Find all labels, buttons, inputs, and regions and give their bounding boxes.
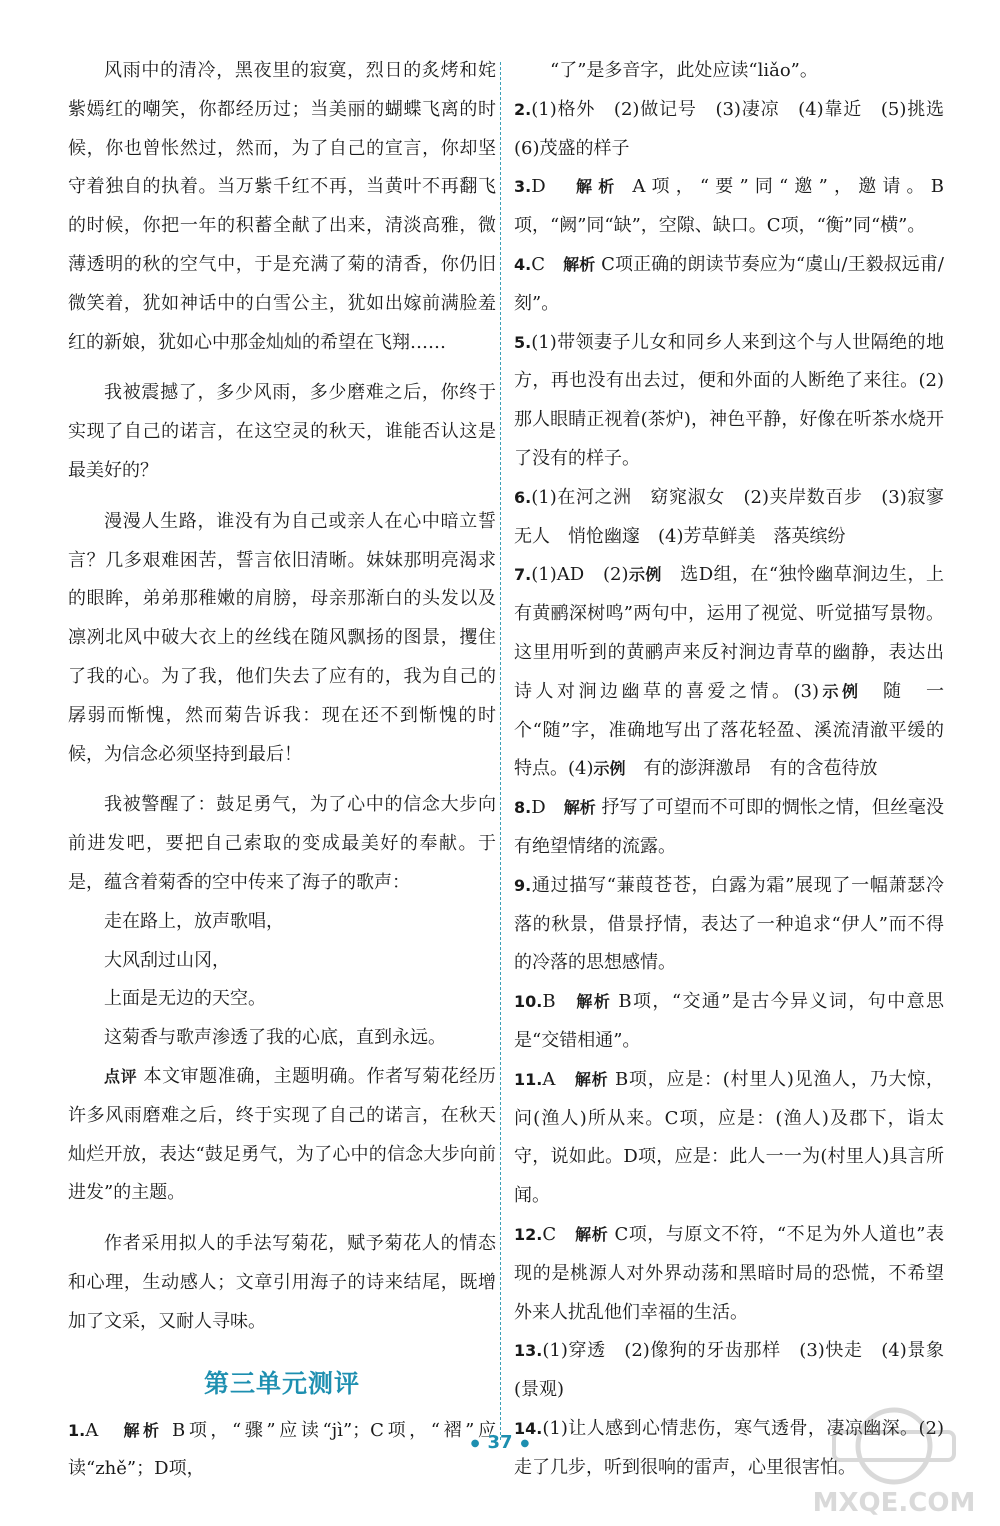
- essay-paragraph-4: 我被警醒了：鼓足勇气，为了心中的信念大步向前进发吧，要把自己索取的变成最美好的奉献。于是，蕴含着菊香的空中传来了海子的歌声：: [68, 794, 496, 893]
- answer-choice: D: [531, 797, 546, 819]
- watermark-logo: [794, 1406, 994, 1518]
- answer-12: [514, 1216, 944, 1332]
- answer-text: (1)带领妻子儿女和同乡人来到这个与人世隔绝的地方，再也没有出去过，便和外面的人断绝了来往。(2)那人眼睛正视着(茶炉)，神色平静，好像在听茶水烧开了没有的样子。: [514, 331, 944, 469]
- bullet-dot-icon: ●: [470, 1437, 480, 1449]
- answer-8: [514, 789, 944, 867]
- answer-text: (1)格外 (2)做记号 (3)凄凉 (4)靠近 (5)挑选 (6)茂盛的样子: [514, 98, 962, 159]
- answer-choice: B: [542, 991, 556, 1013]
- answer-number: 1.: [68, 1420, 86, 1440]
- analysis-label: 解析: [563, 798, 596, 818]
- answer-text: B项，“骤”应读“jì”；C项，“褶”应读“zhě”；D项，: [68, 1419, 496, 1480]
- answer-text: A项，“要”同“邀”，邀请。B项，“阙”同“缺”，空隙、缺口。C项，“衡”同“横”。: [514, 176, 944, 237]
- answer-number: 2.: [514, 99, 532, 119]
- answer-text: B项，“交通”是古今异义词，句中意思是“交错相通”。: [514, 991, 944, 1051]
- analysis-label: 解析: [574, 1069, 609, 1089]
- analysis-label: 解析: [576, 177, 621, 197]
- answer-number: 11.: [514, 1069, 543, 1089]
- answer-text: 抒写了可望而不可即的惆怅之情，但丝毫没有绝望情绪的流露。: [514, 797, 944, 857]
- answer-text: 通过描写“蒹葭苍苍，白露为霜”展现了一幅萧瑟冷落的秋景，借景抒情，表达了一种追求“伊人”而不得的冷落的思想感情。: [514, 874, 944, 974]
- poem-line-1: 走在路上，放声歌唱，: [104, 910, 284, 932]
- answer-6: [514, 479, 944, 557]
- comment-text: 本文审题准确，主题明确。作者写菊花经历许多风雨磨难之后，终于实现了自己的诺言，在秋天灿烂开放，表达“鼓足勇气，为了心中的信念大步向前进发”的主题。: [68, 1065, 496, 1204]
- answer-text: C项正确的朗读节奏应为“虞山/王毅叔远甫/刻”。: [514, 253, 944, 314]
- analysis-label: 解析: [563, 254, 596, 274]
- answer-text: (1)让人感到心情悲伤，寒气透骨，凄凉幽深。(2)走了几步，听到很响的雷声，心里很害怕。: [514, 1417, 944, 1478]
- example-label: 示例: [593, 759, 626, 779]
- watermark-text: MXQE.COM: [812, 1488, 976, 1518]
- bullet-dot-icon: ●: [520, 1437, 530, 1449]
- example-label: 示例: [819, 681, 862, 701]
- example-label: 示例: [628, 565, 662, 585]
- right-column: [514, 52, 962, 1487]
- poem-line-3: 上面是无边的天空。: [104, 988, 266, 1010]
- answer-choice: A: [85, 1419, 99, 1441]
- answer-number: 13.: [514, 1341, 543, 1361]
- answer-number: 6.: [514, 487, 532, 507]
- essay-paragraph-1: 风雨中的清冷，黑夜里的寂寞，烈日的炙烤和姹紫嫣红的嘲笑，你都经历过；当美丽的蝴蝶飞离的时候，你也曾怅然过，然而，为了自己的宣言，你却坚守着独自的执着。当万紫千红不再，当黄叶不再翻飞的时候，你把一年的积蓄全献了出来，清淡高雅，微薄透明的秋的空气中，于是充满了菊的清香，你仍旧微笑着，犹如神话中的白雪公主，犹如出嫁前满脸羞红的新娘，犹如心中那金灿灿的希望在飞翔……: [68, 60, 496, 353]
- essay-paragraph-5: 这菊香与歌声渗透了我的心底，直到永远。: [104, 1027, 446, 1049]
- answer-text: 有的澎湃激昂 有的含苞待放: [643, 758, 878, 780]
- essay-paragraph-6: 作者采用拟人的手法写菊花，赋予菊花人的情态和心理，生动感人；文章引用海子的诗来结尾，既增加了文采，又耐人寻味。: [68, 1233, 496, 1332]
- comment-label: 点评: [104, 1066, 138, 1086]
- essay-paragraph-3: 漫漫人生路，谁没有为自己或亲人在心中暗立誓言？几多艰难困苦，誓言依旧清晰。妹妹那明亮渴求的眼眸，弟弟那稚嫩的肩膀，母亲那渐白的头发以及凛冽北风中破大衣上的丝线在随风飘扬的图景，攫住了我的心。为了我，他们失去了应有的，我为自己的孱弱而惭愧，然而菊告诉我：现在还不到惭愧的时候，为信念必须坚持到最后！: [68, 510, 496, 765]
- answer-choice: D: [531, 176, 546, 198]
- answer-number: 3.: [514, 177, 532, 197]
- answer-number: 7.: [514, 565, 532, 585]
- answer-number: 10.: [514, 992, 543, 1012]
- answer-5: [514, 324, 944, 479]
- poem-line-2: 大风刮过山冈，: [104, 949, 230, 971]
- column-divider: [500, 62, 501, 1440]
- essay-paragraph-2: 我被震撼了，多少风雨，多少磨难之后，你终于实现了自己的诺言，在这空灵的秋天，谁能否认这是最美好的？: [68, 382, 496, 481]
- analysis-label: 解析: [576, 992, 612, 1012]
- answer-number: 14.: [514, 1418, 543, 1438]
- answer-text: B项，应是：(村里人)见渔人，乃大惊，问(渔人)所从来。C项，应是：(渔人)及郡下，诣太守，说如此。D项，应是：此人一一为(村里人)具言所闻。: [514, 1068, 945, 1207]
- answer-11: [514, 1061, 944, 1216]
- answer-text: (1)在河之洲 窈窕淑女 (2)夹岸数百步 (3)寂寥无人 悄怆幽邃 (4)芳草鲜美 落英缤纷: [514, 486, 944, 547]
- answer-3: [514, 168, 944, 246]
- analysis-label: 解析: [575, 1224, 609, 1244]
- answer-text: C项，与原文不符，“不足为外人道也”表现的是桃源人对外界动荡和黑暗时局的恐慌，不希望外来人扰乱他们幸福的生活。: [514, 1223, 944, 1323]
- answer-number: 4.: [514, 254, 532, 274]
- answer-number: 8.: [514, 798, 532, 818]
- answer-text: (1)AD (2): [531, 564, 629, 586]
- answer-7: [514, 556, 944, 789]
- analysis-label: 解析: [123, 1420, 163, 1440]
- answer-10: [514, 983, 944, 1061]
- left-column: [68, 52, 496, 1489]
- answer-13: [514, 1332, 944, 1410]
- answer-number: 12.: [514, 1224, 543, 1244]
- answer-choice: C: [531, 253, 545, 275]
- answer-choice: A: [542, 1068, 556, 1090]
- answer-choice: C: [542, 1223, 557, 1245]
- answer-4: [514, 246, 944, 324]
- page-number-text: 37: [487, 1432, 513, 1453]
- answer-text: (1)穿透 (2)像狗的牙齿那样 (3)快走 (4)景象(景观): [514, 1340, 944, 1401]
- watermark-seal-icon: [794, 1406, 994, 1486]
- answer-1-continuation: “了”是多音字，此处应读“liǎo”。: [550, 60, 818, 81]
- comment-paragraph: [68, 1058, 496, 1213]
- answer-number: 5.: [514, 332, 532, 352]
- answer-text: 随 一个“随”字，准确地写出了落花轻盈、溪流清澈平缓的特点。(4): [514, 680, 944, 780]
- answer-number: 9.: [514, 875, 532, 895]
- answer-text: 选D组，在“独怜幽草涧边生，上有黄鹂深树鸣”两句中，运用了视觉、听觉描写景物。这里用听到的黄鹂声来反衬涧边青草的幽静，表达出诗人对涧边幽草的喜爱之情。(3): [514, 564, 944, 702]
- section-title: 第三单元测评: [203, 1368, 360, 1398]
- answer-9: [514, 867, 944, 983]
- answer-2: [514, 91, 962, 169]
